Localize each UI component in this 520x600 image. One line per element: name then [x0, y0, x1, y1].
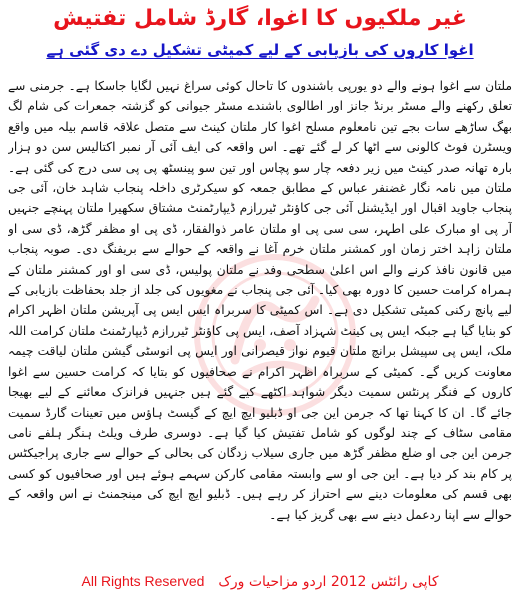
article-body: ملتان سے اغوا ہونے والے دو یورپی باشندوں کا تاحال کوئی سراغ نہیں لگایا جاسکا ہے۔ جرمنی سے تعلق رکھنے والے مسٹر برنڈ جانز اور اطالوی باشندے مسٹر جیوانی کو گزشتہ جمعرات کی شام لگ بھگ ساڑھے سات بجے تین نامعلوم مسلح اغوا کار ملتان کینٹ سے متصل علاقہ قاسم بیلہ میں واقع ویسٹرن فوٹ کالونی سے اٹھا کر لے گئے تھے۔ اس واقعہ کی ایف آئی آر نمبر اکتالیس سن دو ہزار بارہ تھانہ صدر کینٹ میں زیر دفعہ چار سو پچاس اور تین سو پینسٹھ پی پی سی درج کی گئی ہے۔ ملتان میں نامہ نگار غضنفر عباس کے مطابق جمعہ کو سیکرٹری داخلہ پنجاب شاہد خان، آئی جی پنجاب جاوید اقبال اور ایڈیشنل آئی جی کاؤنٹر ٹیررازم ڈیپارٹمنٹ مشتاق سکھیرا ملتان پہنچے جنہیں آر پی او مبارک علی اطہر، سی سی پی او ملتان عامر ذوالفقار، ڈی پی او مظفر گڑھ، ڈی سی او ملتان زاہد اختر زمان اور کمشنر ملتان خرم آغا نے واقعہ کے حوالے سے بریفنگ دی۔ صوبہ پنجاب میں قانون نافذ کرنے والے اس اعلیٰ سطحی وفد نے ملتان پولیس، ڈی سی او اور کمشنر ملتان کے ہمراہ کرامت حسین کا دورہ بھی کیا۔ آئی جی پنجاب نے مغویوں کی جلد از جلد بحفاظت بازیابی کے لیے پانچ رکنی کمیٹی تشکیل دی ہے۔ اس کمیٹی کا سربراہ ایس ایس پی آپریشن ملتان اظہر اکرام کو بنایا گیا ہے جبکہ ایس پی کینٹ شہزاد آصف، ایس پی کاؤنٹر ٹیررازم ڈیپارٹمنٹ ملتان کرامت اللہ ملک، ایس پی سپیشل برانچ ملتان قیوم نواز قیصرانی اور ایس پی انوسٹی گیشن ملتان لیاقت چیمہ معاونت کریں گے۔ کمیٹی کے سربراہ اظہر اکرام نے صحافیوں کو بتایا کہ کرامت حسین سے اغوا کاروں کے فنگر پرنٹس سمیت دیگر شواہد اکٹھے کیے گئے ہیں جنہیں فرانزک معائنے کے لیے بھیجا جائے گا۔ ان کا کہنا تھا کہ جرمن این جی او ڈبلیو ایچ ایچ کے گیسٹ ہاؤس میں تعینات گارڈ سمیت مقامی سٹاف کے چند لوگوں کو شامل تفتیش کیا گیا ہے۔ دوسری طرف ویلٹ ہنگر ہلفے نامی جرمن این جی او ضلع مظفر گڑھ میں جاری سیلاب زدگان کی بحالی کے حوالے سے جاری پراجیکٹس پر کام بند کر دیا ہے۔ این جی او سے وابستہ مقامی کارکن سہمے ہوئے ہیں اور صحافیوں کو کسی بھی قسم کی معلومات دینے سے احتراز کر رہے ہیں۔ ڈبلیو ایچ ایچ کی مینجمنٹ نے اس واقعہ کے حوالے سے اپنا ردعمل دینے سے بھی گریز کیا ہے۔	[8, 79, 512, 522]
all-rights-reserved: All Rights Reserved	[81, 573, 205, 589]
copyright-notice: کاپی رائٹس 2012 اردو مزاحیات ورک	[218, 574, 439, 590]
footer	[0, 566, 520, 596]
subheadline: اغوا کاروں کی بازیابی کے لیے کمیٹی تشکیل دے دی گئی ہے	[46, 41, 474, 59]
headline: غیر ملکیوں کا اغوا، گارڈ شامل تفتیش	[53, 6, 467, 31]
